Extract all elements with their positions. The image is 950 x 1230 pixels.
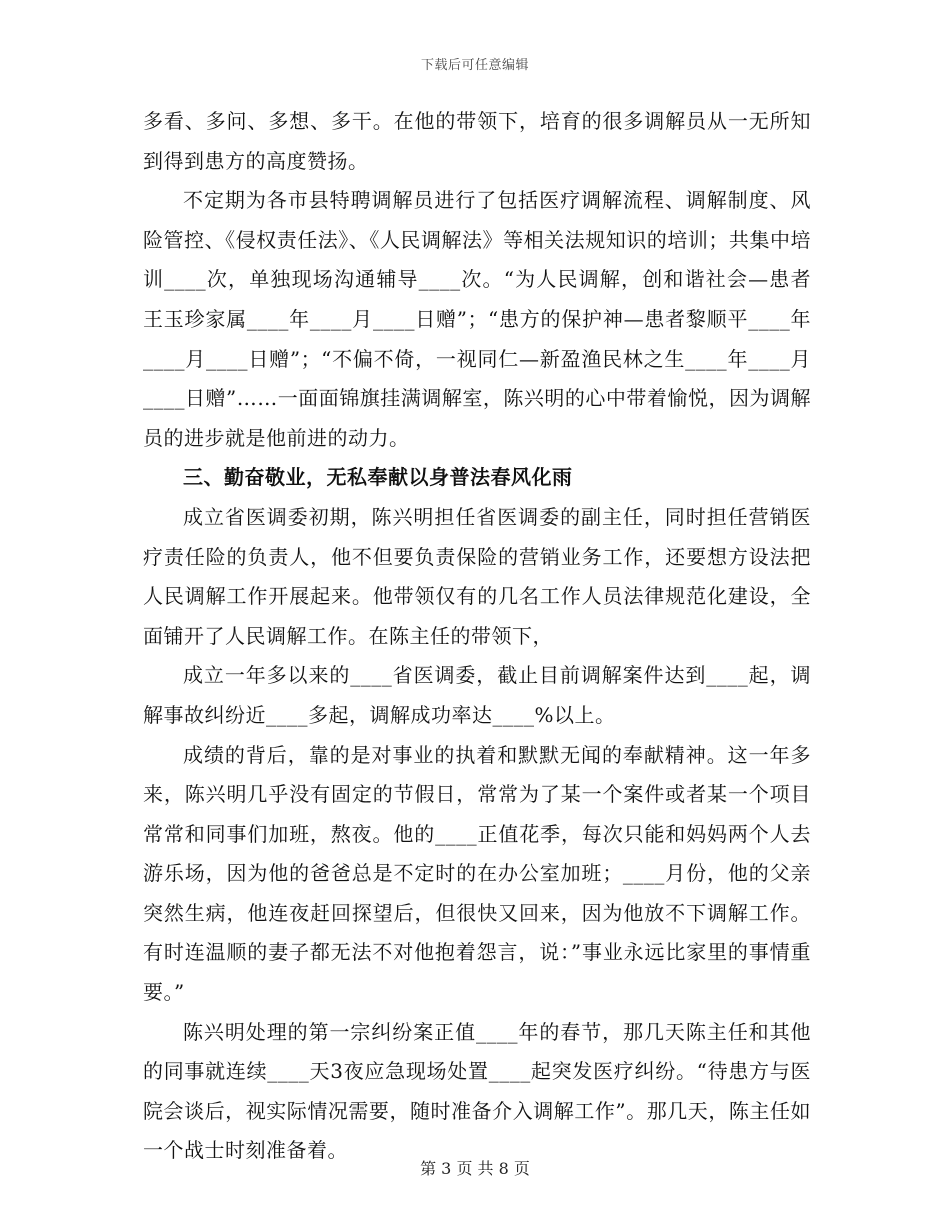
paragraph-first-case: 陈兴明处理的第一宗纠纷案正值____年的春节，那几天陈主任和其他的同事就连续____天3夜应急现场处置____起突发医疗纠纷。“待患方与医院会谈后，视实际情况需要，随时准备介入调解工作”。那几天，陈主任如一个战士时刻准备着。 bbox=[143, 1019, 811, 1163]
paragraph-dedication: 成绩的背后，靠的是对事业的执着和默默无闻的奉献精神。这一年多来，陈兴明几乎没有固定的节假日，常常为了某一个案件或者某一个项目常常和同事们加班，熬夜。他的____正值花季，每次只能和妈妈两个人去游乐场，因为他的爸爸总是不定时的在办公室加班；____月份，他的父亲突然生病，他连夜赶回探望后，但很快又回来，因为他放不下调解工作。有时连温顺的妻子都无法不对他抱着怨言，说：”事业永远比家里的事情重要。” bbox=[143, 742, 811, 1005]
paragraph-founding: 成立省医调委初期，陈兴明担任省医调委的副主任，同时担任营销医疗责任险的负责人，他不但要负责保险的营销业务工作，还要想方设法把人民调解工作开展起来。他带领仅有的几名工作人员法律规范化建设，全面铺开了人民调解工作。在陈主任的带领下， bbox=[143, 504, 811, 648]
paragraph-continuation: 多看、多问、多想、多干。在他的带领下，培育的很多调解员从一无所知到得到患方的高度赞扬。 bbox=[143, 109, 811, 173]
page-number: 第 3 页 共 8 页 bbox=[420, 1159, 530, 1178]
header-note: 下载后可任意编辑 bbox=[420, 58, 529, 73]
document-body bbox=[143, 102, 811, 1171]
paragraph-achievements: 成立一年多以来的____省医调委，截止目前调解案件达到____起，调解事故纠纷近____多起，调解成功率达____%以上。 bbox=[143, 663, 811, 727]
section-heading: 三、勤奋敬业，无私奉献以身普法春风化雨 bbox=[183, 465, 573, 490]
paragraph-training: 不定期为各市县特聘调解员进行了包括医疗调解流程、调解制度、风险管控、《侵权责任法》、《人民调解法》等相关法规知识的培训；共集中培训____次，单独现场沟通辅导____次。“为人民调解，创和谐社会—患者王玉珍家属____年____月____日赠”；“患方的保护神—患者黎顺平____年____月____日赠”；“不偏不倚，一视同仁—新盈渔民林之生____年____月____日赠”……一面面锦旗挂满调解室，陈兴明的心中带着愉悦，因为调解员的进步就是他前进的动力。 bbox=[143, 188, 811, 450]
